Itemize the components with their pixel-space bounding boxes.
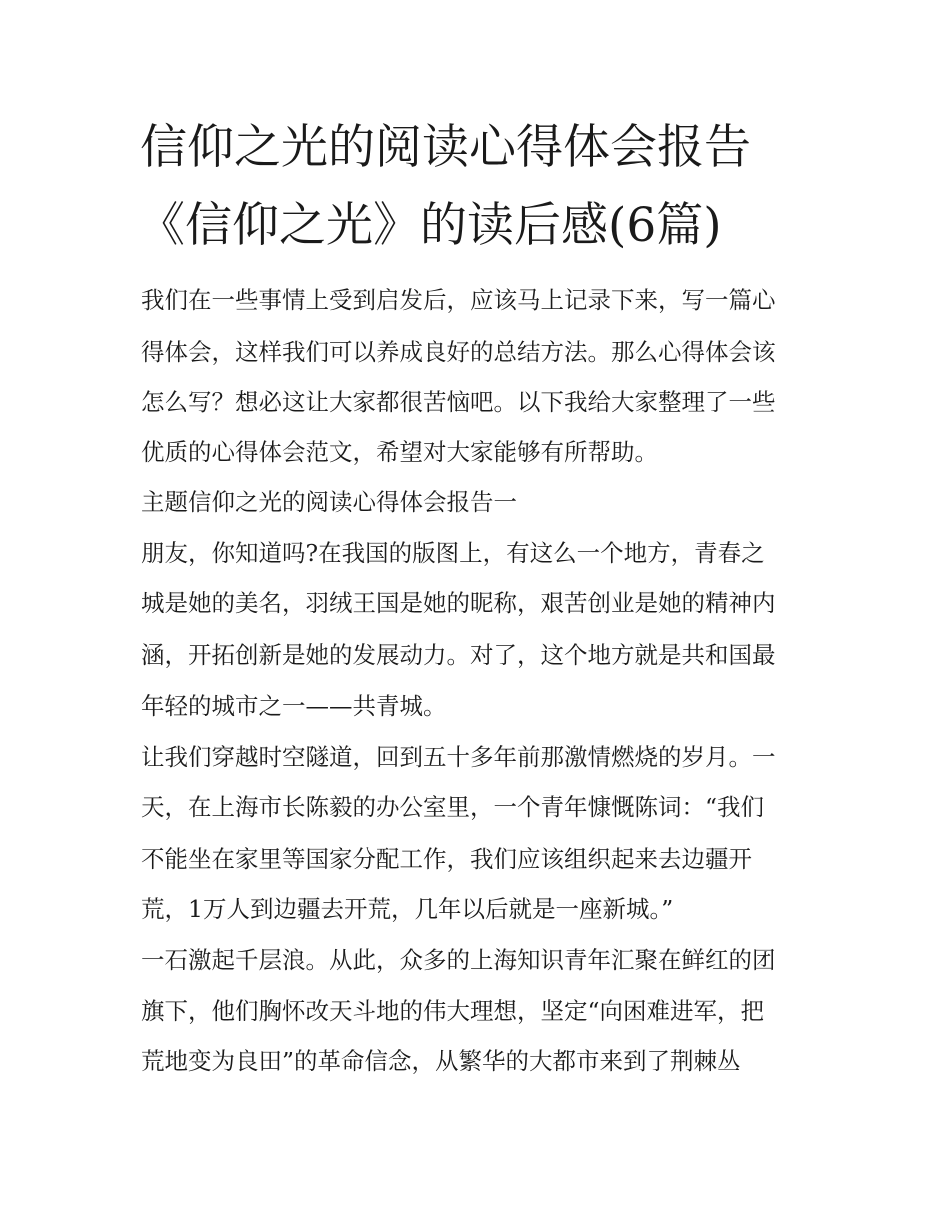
body-text-line: 一石激起千层浪。从此，众多的上海知识青年汇聚在鲜红的团	[141, 946, 776, 974]
body-text-line: 荒地变为良田”的革命信念，从繁华的大都市来到了荆棘丛	[141, 1047, 741, 1075]
body-text-line: 年轻的城市之一——共青城。	[141, 692, 447, 720]
body-text-line: 荒，1万人到边疆去开荒，几年以后就是一座新城。”	[141, 895, 674, 923]
section-heading: 主题信仰之光的阅读心得体会报告一	[141, 488, 517, 516]
body-text-line: 让我们穿越时空隧道，回到五十多年前那激情燃烧的岁月。一	[141, 743, 776, 771]
body-text-line: 我们在一些事情上受到启发后，应该马上记录下来，写一篇心	[141, 286, 776, 314]
body-text-line: 不能坐在家里等国家分配工作，我们应该组织起来去边疆开	[141, 845, 752, 873]
body-text-line: 城是她的美名，羽绒王国是她的昵称，艰苦创业是她的精神内	[141, 589, 776, 617]
body-text-line: 得体会，这样我们可以养成良好的总结方法。那么心得体会该	[141, 338, 776, 366]
body-text-line: 优质的心得体会范文，希望对大家能够有所帮助。	[141, 438, 658, 466]
document-title-line-2: 《信仰之光》的读后感(6篇)	[138, 198, 722, 253]
body-text-line: 旗下，他们胸怀改天斗地的伟大理想，坚定“向困难进军，把	[141, 997, 765, 1025]
document-title-line-1: 信仰之光的阅读心得体会报告	[140, 120, 751, 175]
body-text-line: 天，在上海市长陈毅的办公室里，一个青年慷慨陈词：“我们	[141, 793, 765, 821]
body-text-line: 怎么写？想必这让大家都很苦恼吧。以下我给大家整理了一些	[141, 388, 776, 416]
body-text-line: 朋友，你知道吗?在我国的版图上，有这么一个地方，青春之	[141, 539, 765, 567]
body-text-line: 涵，开拓创新是她的发展动力。对了，这个地方就是共和国最	[141, 641, 776, 669]
